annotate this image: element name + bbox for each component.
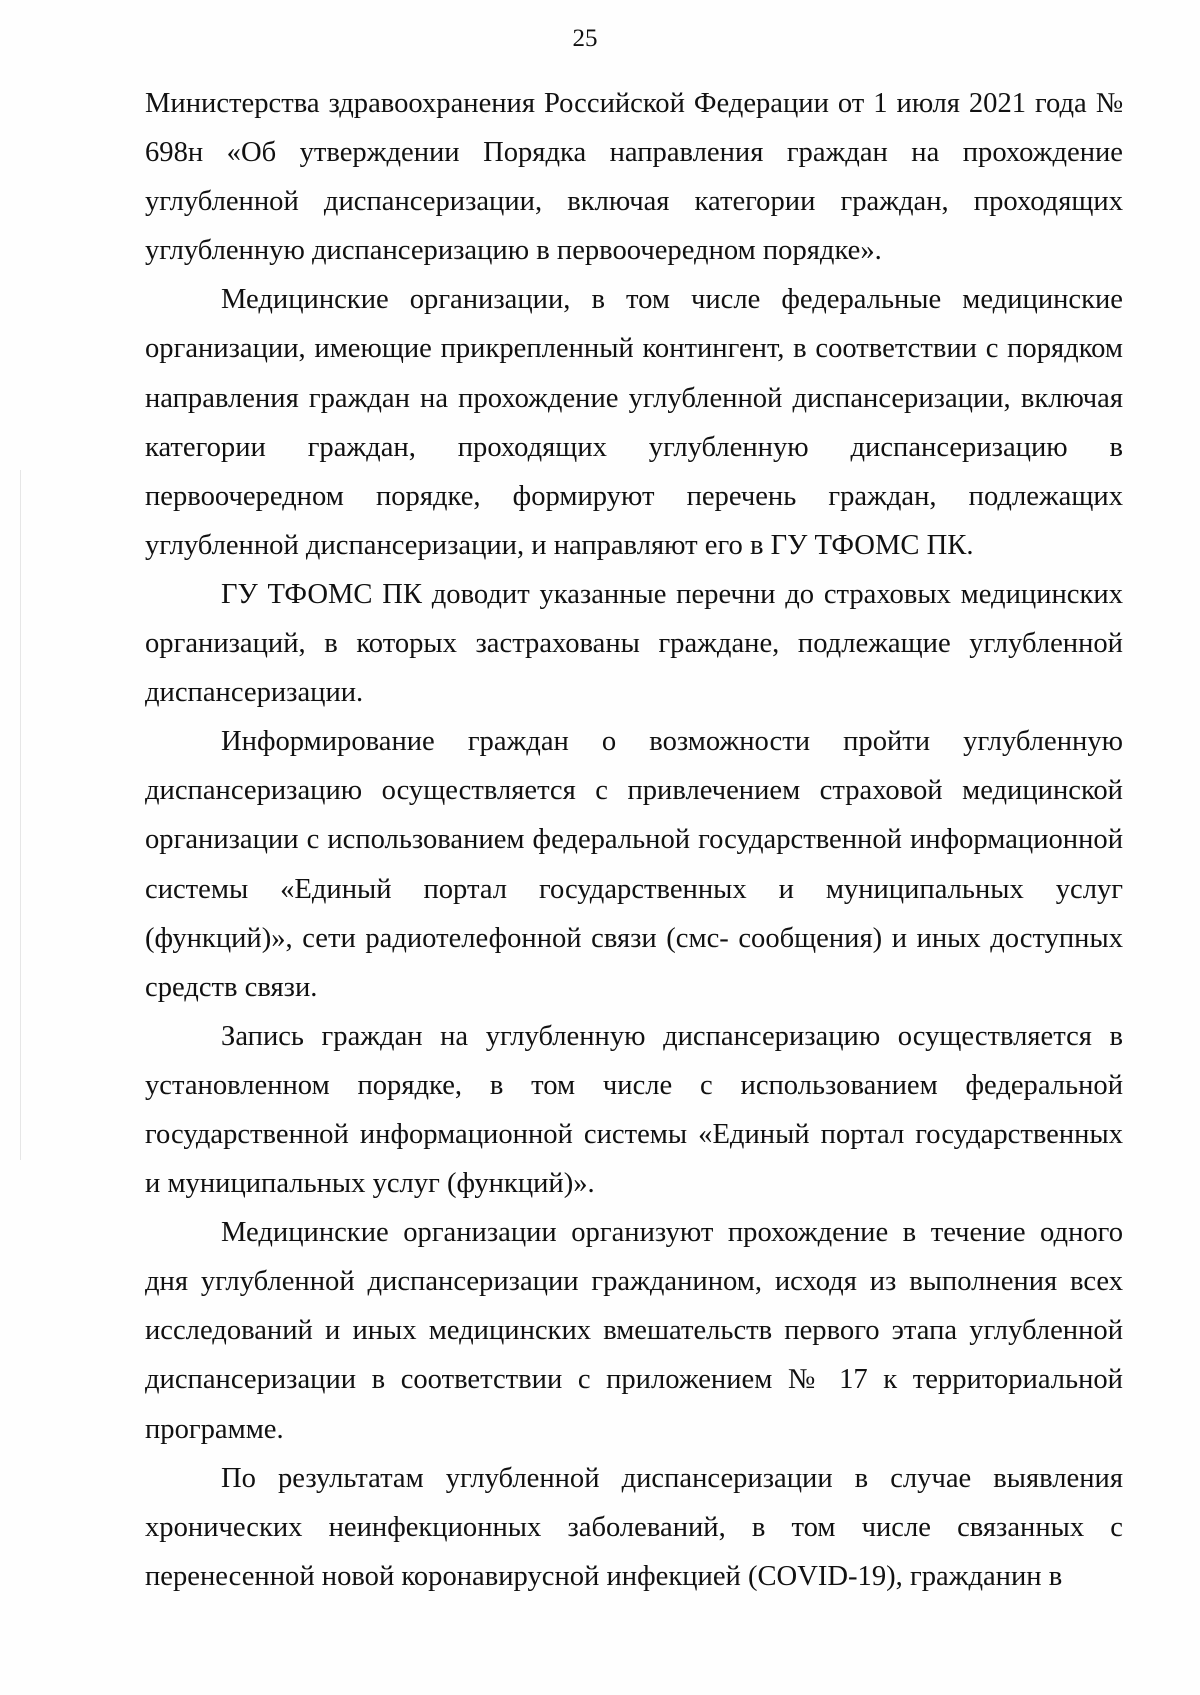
paragraph-registration: Запись граждан на углубленную диспансеризацию осуществляется в установленном порядке, в том числе с использованием федеральной государственной информационной системы «Единый портал государственных и муниципальных услуг (функций)». — [145, 1020, 1123, 1200]
scan-margin-line — [20, 470, 21, 1160]
page-number: 25 — [572, 25, 598, 52]
paragraph-informing-citizens: Информирование граждан о возможности пройти углубленную диспансеризацию осуществляется с привлечением страховой медицинской организации с использованием федеральной государственной информационной системы «Единый портал государственных и муниципальных услуг (функций)», сети радиотелефонной связи (смс- сообщения) и иных доступных средств связи. — [145, 726, 1123, 1003]
paragraph-results: По результатам углубленной диспансеризации в случае выявления хронических неинфекционных заболеваний, в том числе связанных с перенесенной новой коронавирусной инфекцией (COVID-19), гражданин в — [145, 1462, 1123, 1592]
paragraph-tfoms-lists: ГУ ТФОМС ПК доводит указанные перечни до страховых медицинских организаций, в которых застрахованы граждане, подлежащие углубленной диспансеризации. — [145, 578, 1123, 709]
paragraph-one-day-examination: Медицинские организации организуют прохождение в течение одного дня углубленной диспансеризации гражданином, исходя из выполнения всех исследований и иных медицинских вмешательств первого этапа углубленной диспансеризации в соответствии с приложением № 17 к территориальной программе. — [145, 1217, 1123, 1445]
document-body — [145, 79, 1123, 1601]
paragraph-medical-organizations: Медицинские организации, в том числе федеральные медицинские организации, имеющие прикрепленный контингент, в соответствии с порядком направления граждан на прохождение углубленной диспансеризации, включая категории граждан, проходящих углубленную диспансеризацию в первоочередном порядке, формируют перечень граждан, подлежащих углубленной диспансеризации, и направляют его в ГУ ТФОМС ПК. — [145, 284, 1123, 561]
paragraph-continuation: Министерства здравоохранения Российской Федерации от 1 июля 2021 года № 698н «Об утверждении Порядка направления граждан на прохождение углубленной диспансеризации, включая категории граждан, проходящих углубленную диспансеризацию в первоочередном порядке». — [145, 88, 1123, 267]
